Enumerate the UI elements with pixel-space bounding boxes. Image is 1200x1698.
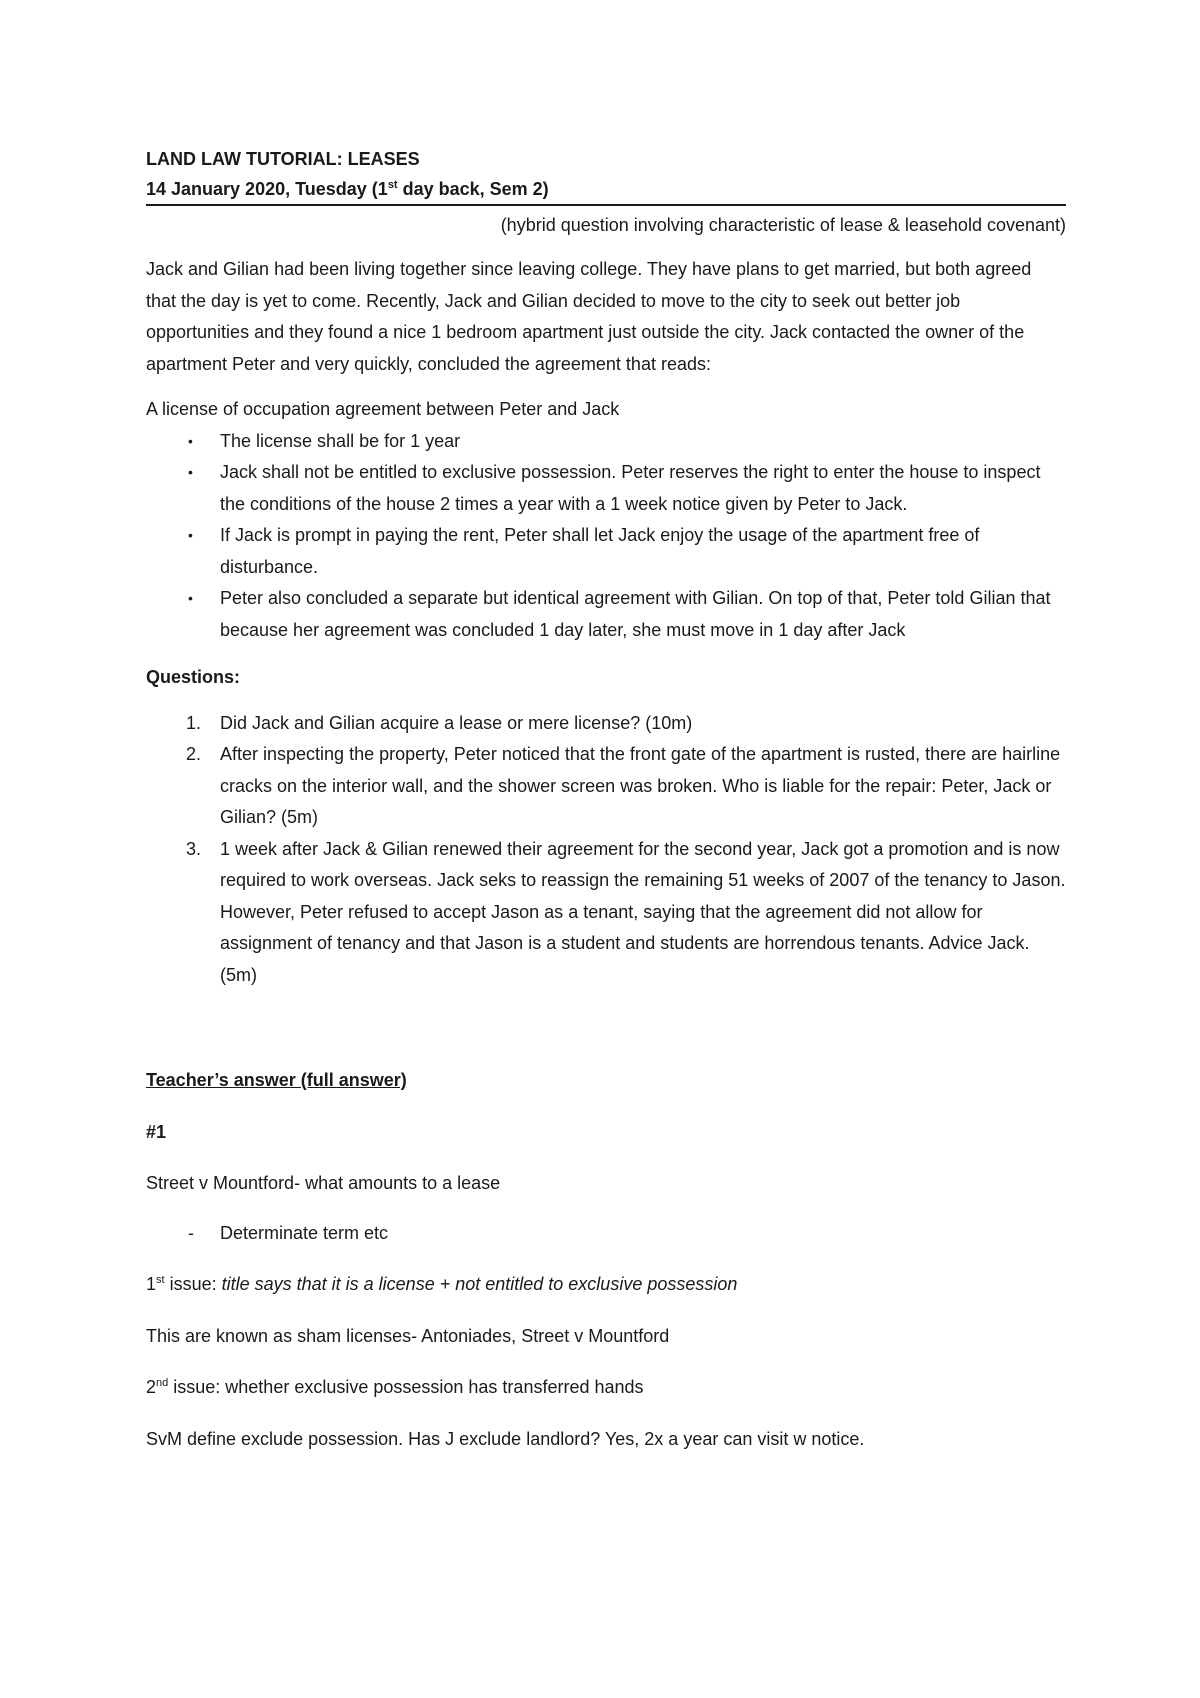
answer-line-street-v-mountford: Street v Mountford- what amounts to a lease — [146, 1173, 501, 1193]
answer-heading: Teacher’s answer (full answer) — [146, 1070, 407, 1090]
question-number: 1. — [186, 712, 202, 733]
issue-1-text: title says that it is a license + not entitled to exclusive possession — [221, 1274, 738, 1294]
list-item — [146, 834, 1066, 992]
issue-1-label: issue: — [164, 1274, 222, 1294]
answer-line-exclusive-possession: SvM define exclude possession. Has J exclude landlord? Yes, 2x a year can visit w notice. — [146, 1428, 865, 1449]
list-item — [146, 457, 1066, 520]
date-superscript: st — [387, 179, 398, 191]
document-content — [146, 146, 1066, 1455]
questions-heading: Questions: — [146, 667, 241, 687]
document-date — [146, 176, 1066, 206]
dash-bullet: - — [188, 1222, 194, 1243]
document-subtitle: (hybrid question involving characteristic of lease & leasehold covenant) — [500, 215, 1066, 235]
list-item — [146, 708, 1066, 740]
answer-issue-2 — [146, 1372, 1066, 1404]
agreement-terms-list — [146, 426, 1066, 647]
question-number: 2. — [186, 744, 202, 764]
bullet-icon: • — [188, 527, 193, 543]
bullet-icon: • — [188, 590, 193, 606]
document-title: LAND LAW TUTORIAL: LEASES — [146, 149, 420, 169]
question-text: After inspecting the property, Peter noticed that the front gate of the apartment is rusted, there are hairline cracks on the interior wall, and the shower screen was broken. Who is liable for the repair: Peter, Jack or Gilian? (5m) — [220, 744, 1061, 827]
dash-item-text: Determinate term etc — [220, 1222, 389, 1243]
date-suffix: day back, Sem 2) — [397, 179, 549, 199]
issue-1-number: 1 — [146, 1274, 157, 1294]
list-item — [146, 520, 1066, 583]
question-text: 1 week after Jack & Gilian renewed their agreement for the second year, Jack got a promotion and is now required to work overseas. Jack seks to reassign the remaining 51 weeks of 2007 of the tenancy to Jason. However, Peter refused to accept Jason as a tenant, saying that the agreement did not allow for assignment of tenancy and that Jason is a student and students are horrendous tenants. Advice Jack. (5m) — [220, 838, 1066, 985]
agreement-heading: A license of occupation agreement between Peter and Jack — [146, 399, 620, 419]
answer-issue-1 — [146, 1269, 1066, 1301]
list-item — [146, 426, 1066, 458]
answer-line-sham-licenses: This are known as sham licenses- Antoniades, Street v Mountford — [146, 1325, 670, 1346]
intro-paragraph: Jack and Gilian had been living together since leaving college. They have plans to get married, but both agreed that the day is yet to come. Recently, Jack and Gilian decided to move to the city to seek out better job opportunities and they found a nice 1 bedroom apartment just outside the city. Jack contacted the owner of the apartment Peter and very quickly, concluded the agreement that reads: — [146, 259, 1032, 374]
term-text: Jack shall not be entitled to exclusive possession. Peter reserves the right to enter the house to inspect the conditions of the house 2 times a year with a 1 week notice given by Peter to Jack. — [220, 462, 1041, 514]
issue-1-superscript: st — [156, 1274, 165, 1286]
term-text: The license shall be for 1 year — [220, 430, 461, 451]
term-text: Peter also concluded a separate but identical agreement with Gilian. On top of that, Peter told Gilian that because her agreement was concluded 1 day later, she must move in 1 day after Jack — [220, 588, 1051, 640]
list-item — [146, 739, 1066, 834]
question-number: 3. — [186, 838, 202, 859]
issue-2-text: issue: whether exclusive possession has transferred hands — [168, 1377, 644, 1397]
answer-dash-item — [146, 1218, 1066, 1250]
issue-2-superscript: nd — [156, 1377, 169, 1389]
bullet-icon: • — [188, 432, 193, 449]
term-text: If Jack is prompt in paying the rent, Peter shall let Jack enjoy the usage of the apartment free of disturbance. — [220, 525, 980, 577]
answer-number: #1 — [146, 1121, 167, 1142]
issue-2-number: 2 — [146, 1377, 157, 1397]
bullet-icon: • — [188, 464, 193, 480]
date-prefix: 14 January 2020, Tuesday (1 — [146, 179, 388, 199]
question-text: Did Jack and Gilian acquire a lease or mere license? (10m) — [220, 712, 693, 733]
questions-list — [146, 708, 1066, 992]
list-item — [146, 583, 1066, 646]
